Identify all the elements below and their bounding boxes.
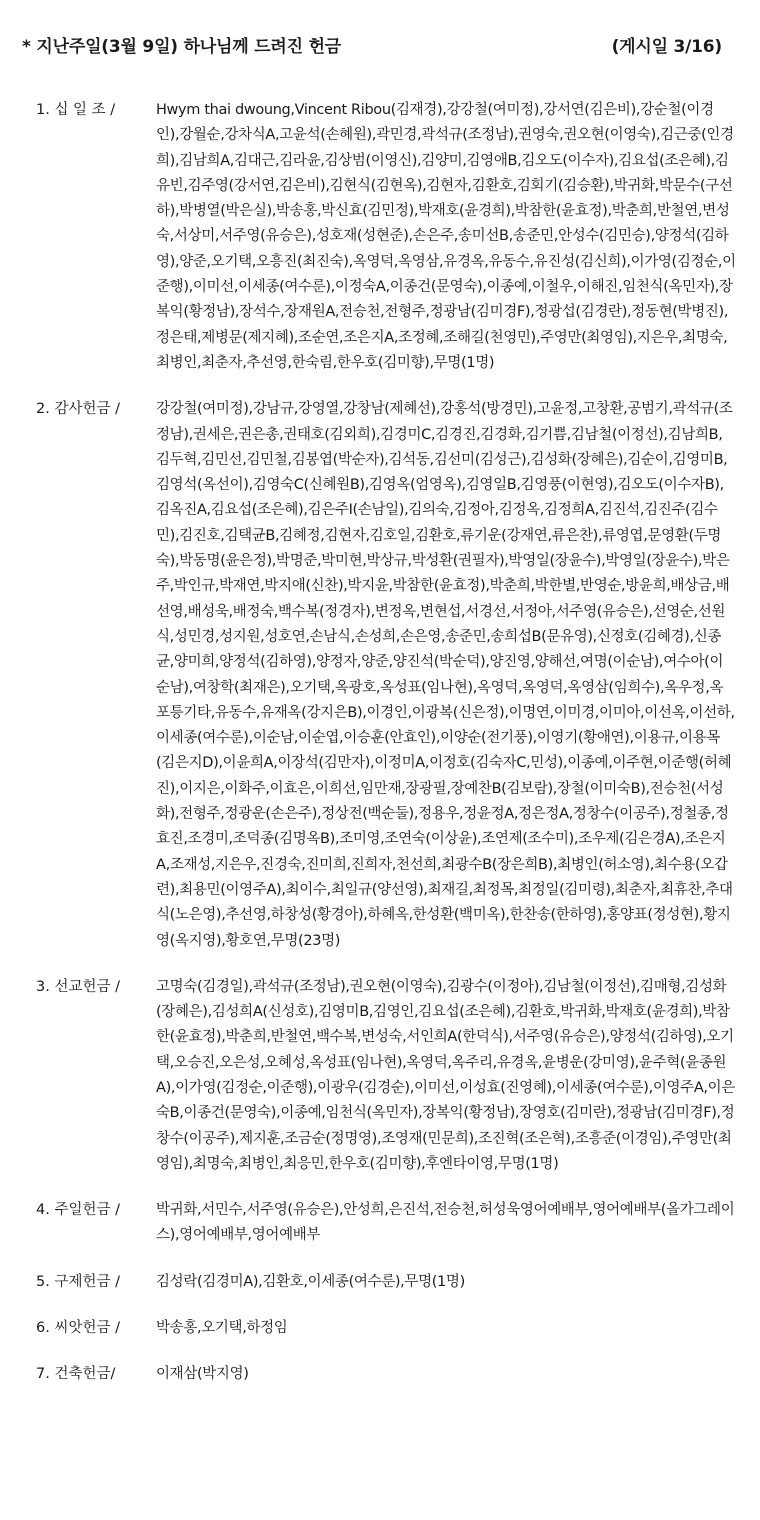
offering-names: 김성락(김경미A),김환호,이세종(여수룬),무명(1명) <box>156 1273 465 1290</box>
offering-label: 2. 감사헌금 / <box>36 401 120 418</box>
offering-list <box>36 98 736 1409</box>
offering-names: 강강철(여미정),강남규,강영열,강창남(제혜선),강홍석(방경민),고윤정,고창환,공범기,곽석규(조정남),권세은,권은총,권태호(김외희),김경미C,김경진,김경화,김기쁨,김남철(이정선),김남희B,김두혁,김민선,김민철,김봉엽(박순자),김석동,김선미(김성근),김성화(장혜은),김순이,김영미B,김영석(옥선이),김영숙C(신혜원B),김영옥(엄영옥),김영일B,김영풍(이현영),김오도(이수자B),김옥진A,김요섭(조은혜),김은주I(손남일),김의숙,김정아,김정옥,김정희A,김진석,김진주(김수민),김진호,김택균B,김혜정,김현자,김호일,김환호,류기운(강재연,류은찬),류영엽,문영환(두명숙),박동명(윤은정),박명준,박미현,박상규,박성환(권필자),박영일(장윤수),박영일(장윤수),박은주,박인규,박재연,박지애(신찬),박지윤,박참한(윤효정),박춘희,박한별,반영순,방윤희,배상금,배선영,배성욱,배정숙,백수복(정경자),변정옥,변현섭,서경선,서정아,서주영(유승은),선영순,선원식,성민경,성지원,성호연,손남식,손성희,손은영,송준민,송희섭B(문유영),신정호(김혜경),신종균,양미희,양정석(김하영),양정자,양준,양진석(박순덕),양진영,양해선,여명(이순남),여수아(이순남),여창학(최재은),오기택,옥광호,옥성표(임나현),옥영덕,옥영덕,옥영삼(임희수),옥우정,옥포틍기타,유동수,유재옥(강지은B),이경인,이광복(신은정),이명연,이미경,이미아,이선옥,이선하,이세종(여수룬),이순남,이순엽,이승훈(안효인),이양순(전기풍),이영기(황애연),이용규,이용목(김은지D),이윤희A,이장석(김만자),이정미A,이정호(김숙자C,민성),이종예,이주현,이준행(허혜진),이지은,이화주,이효은,이희선,임만재,장광필,장예찬B(김보람),장철(이미숙B),전승천(서성화),전형주,정광운(손은주),정상전(백순둘),정용우,정윤정A,정은정A,정창수(이공주),정철종,정효진,조경미,조덕종(김명옥B),조미영,조연숙(이상윤),조연제(조수미),조우제(김은경A),조은지A,조재성,지은우,진경숙,진미희,진희자,천선희,최광수B(장은희B),최병인(허소영),최수용(오갑련),최용민(이영주A),최이수,최일규(양선영),최재길,최정목,최정일(김미령),최춘자,최휴찬,추대식(노은영),추선영,하창성(황경아),하혜옥,한성환(백미옥),한찬송(한하영),홍양표(정성현),황지영(옥지영),황호연,무명(23명) <box>156 401 735 949</box>
offering-label: 7. 건축헌금/ <box>36 1366 116 1383</box>
page-title: * 지난주일(3월 9일) 하나님께 드려진 헌금 <box>22 36 342 57</box>
offering-tithe <box>36 98 736 376</box>
page-header <box>22 30 722 58</box>
offering-names: 박귀화,서민수,서주영(유승은),안성희,은진석,전승천,허성욱영어예배부,영어예배부(올가그레이스),영어예배부,영어예배부 <box>156 1202 735 1244</box>
offering-names: Hwym thai dwoung,Vincent Ribou(김재경),강강철(여미정),강서연(김은비),강순철(이경인),강월순,강차식A,고윤석(손혜원),곽민경,곽석규(조정남),권영숙,권오현(이영숙),김근중(인경희),김남희A,김대근,김라윤,김상범(이영신),김양미,김영애B,김오도(이수자),김요섭(조은혜),김유빈,김주영(강서연,김은비),김현식(김현옥),김현자,김환호,김회기(김승환),박귀화,박문수(구선하),박병열(박은실),박송홍,박신효(김민정),박재호(윤경희),박참한(윤효정),박춘희,반철연,변성숙,서상미,서주영(유승은),성호재(성현준),손은주,송미선B,송준민,안성수(김민승),양정석(김하영),양준,오기택,오흥진(최진숙),옥영덕,옥영삼,유경옥,유동수,유진성(김신희),이가영(김정순,이준행),이미선,이세종(여수룬),이정숙A,이종건(문영숙),이종예,이철우,이해진,임천식(옥민자),장복익(황정남),장석수,장재원A,전승천,전형주,정광남(김미경F),정광섭(김경란),정동현(박병진),정은태,제병문(제지혜),조순연,조은지A,조정혜,조해길(천영민),주영만(최영임),지은우,최명숙,최병인,최춘자,추선영,한숙림,한우호(김미향),무명(1명) <box>156 102 736 371</box>
offering-label: 1. 십 일 조 / <box>36 102 116 118</box>
offering-names: 박송홍,오기택,하정임 <box>156 1320 288 1337</box>
offering-names: 이재삼(박지영) <box>156 1366 249 1383</box>
offering-thanksgiving <box>36 397 736 954</box>
offering-seed <box>36 1316 736 1341</box>
offering-mission <box>36 975 736 1177</box>
offering-sunday <box>36 1198 736 1249</box>
offering-label: 5. 구제헌금 / <box>36 1273 120 1290</box>
offering-relief <box>36 1270 736 1295</box>
posting-date: (게시일 3/16) <box>611 36 722 57</box>
offering-label: 3. 선교헌금 / <box>36 978 120 995</box>
offering-building <box>36 1362 736 1387</box>
offering-label: 6. 씨앗헌금 / <box>36 1320 120 1337</box>
offering-label: 4. 주일헌금 / <box>36 1202 120 1219</box>
offering-names: 고명숙(김경일),곽석규(조정남),권오현(이영숙),김광수(이정아),김남철(이정선),김매형,김성화(장혜은),김성희A(신성호),김영미B,김영인,김요섭(조은혜),김환호,박귀화,박재호(윤경희),박참한(윤효정),박춘희,반철연,백수복,변성숙,서인희A(한덕식),서주영(유승은),양정석(김하영),오기택,오승진,오은성,오혜성,옥성표(임나현),옥영덕,옥주리,유경옥,윤병운(강미영),윤주혁(윤종원A),이가영(김정순,이준행),이광우(김경순),이미선,이성효(진영혜),이세종(여수룬),이영주A,이은숙B,이종건(문영숙),이종예,임천식(옥민자),장복익(황정남),장영호(김미란),정광남(김미경F),정창수(이공주),제지훈,조금순(정명영),조영재(민문희),조진혁(조은혁),조흥준(이경임),주영만(최영임),최명숙,최병인,최응민,한우호(김미향),후엔타이영,무명(1명) <box>156 978 735 1172</box>
